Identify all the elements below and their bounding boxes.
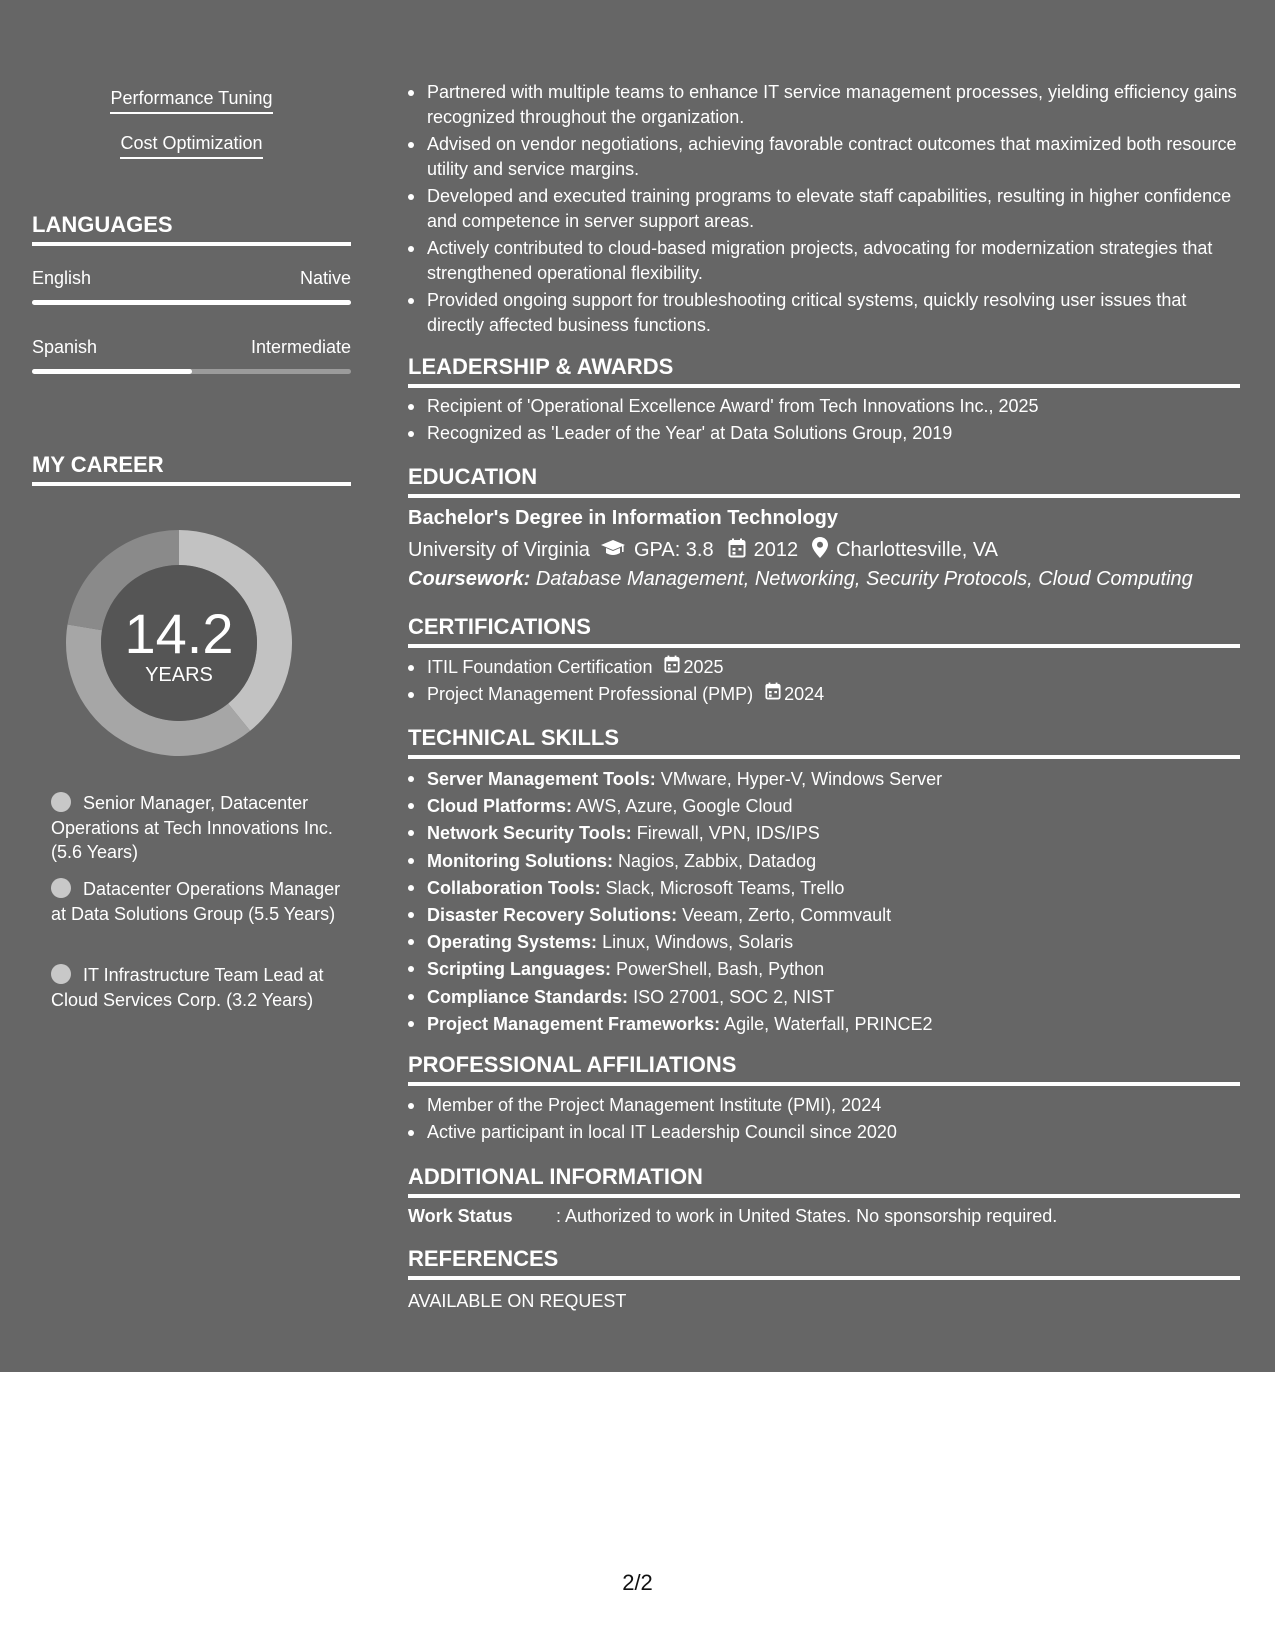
career-years-label: YEARS (145, 664, 213, 686)
list-item: Recipient of 'Operational Excellence Award' from Tech Innovations Inc., 2025 (408, 394, 1240, 419)
skill-tag-label: Performance Tuning (110, 88, 272, 114)
list-item: Developed and executed training programs to elevate staff capabilities, resulting in higher confidence and competence in server support areas. (408, 184, 1240, 233)
certification-name: Project Management Professional (PMP) (427, 683, 754, 704)
education-school: University of Virginia (408, 539, 590, 561)
skill-tag-label: Cost Optimization (120, 133, 262, 159)
language-name: English (32, 268, 92, 288)
list-item (408, 655, 1240, 680)
education-heading: EDUCATION (408, 464, 1240, 498)
career-dot-icon (51, 964, 71, 984)
graduation-cap-icon (600, 539, 626, 563)
skill-tag (32, 133, 351, 159)
skill-category: Cloud Platforms: (427, 796, 573, 817)
skill-values: Veeam, Zerto, Commvault (682, 905, 892, 926)
list-item (408, 848, 1240, 875)
proficiency-fill (32, 369, 192, 374)
list-item: Partnered with multiple teams to enhance IT service management processes, yielding efficiency gains recognized throughout the organization. (408, 80, 1240, 129)
work-status-label: Work Status (408, 1206, 513, 1226)
skill-tag (32, 88, 351, 114)
list-item (408, 682, 1240, 707)
work-status-value: : Authorized to work in United States. No sponsorship required. (556, 1206, 1058, 1226)
list-item: Provided ongoing support for troubleshooting critical systems, quickly resolving user issues that directly affected business functions. (408, 288, 1240, 337)
skill-category: Operating Systems: (427, 932, 598, 953)
skill-values: Nagios, Zabbix, Datadog (617, 850, 817, 871)
skill-category: Disaster Recovery Solutions: (427, 905, 678, 926)
language-name: Spanish (32, 337, 98, 357)
references-text: AVAILABLE ON REQUEST (408, 1291, 627, 1311)
additional-info-heading: ADDITIONAL INFORMATION (408, 1164, 1240, 1198)
education-degree: Bachelor's Degree in Information Technology (408, 507, 839, 529)
certification-year: 2025 (683, 657, 724, 677)
certification-name: ITIL Foundation Certification (427, 657, 653, 677)
language-proficiency-bar (32, 300, 351, 305)
list-item: Active participant in local IT Leadership Council since 2020 (408, 1120, 1240, 1145)
leadership-heading: LEADERSHIP & AWARDS (408, 354, 1240, 388)
calendar-icon (765, 682, 781, 707)
career-item-text: Datacenter Operations Manager at Data Solutions Group (5.5 Years) (51, 879, 341, 924)
calendar-icon (728, 538, 746, 564)
skill-values: Agile, Waterfall, PRINCE2 (724, 1013, 933, 1034)
skill-category: Monitoring Solutions: (427, 850, 613, 871)
references-heading: REFERENCES (408, 1246, 1240, 1280)
skill-category: Scripting Languages: (427, 959, 612, 980)
education-location: Charlottesville, VA (836, 539, 999, 561)
language-row (32, 337, 351, 358)
list-item: Recognized as 'Leader of the Year' at Data Solutions Group, 2019 (408, 421, 1240, 446)
page-number: 2/2 (622, 1570, 653, 1595)
list-item (408, 1011, 1240, 1038)
skill-category: Collaboration Tools: (427, 877, 601, 898)
list-item (408, 956, 1240, 983)
coursework-text: Database Management, Networking, Security Protocols, Cloud Computing (535, 568, 1193, 590)
list-item (408, 766, 1240, 793)
skill-values: VMware, Hyper-V, Windows Server (660, 769, 943, 789)
education-coursework (408, 568, 1193, 591)
languages-heading: LANGUAGES (32, 212, 351, 246)
skill-values: PowerShell, Bash, Python (616, 959, 825, 980)
leadership-list (408, 394, 1240, 445)
skill-values: Firewall, VPN, IDS/IPS (636, 823, 820, 844)
skill-values: ISO 27001, SOC 2, NIST (633, 986, 835, 1007)
career-item-text: IT Infrastructure Team Lead at Cloud Services Corp. (3.2 Years) (51, 965, 324, 1010)
list-item: Actively contributed to cloud-based migration projects, advocating for modernization strategies that strengthened operational flexibility. (408, 236, 1240, 285)
career-heading: MY CAREER (32, 452, 351, 486)
list-item: Advised on vendor negotiations, achieving favorable contract outcomes that maximized both resource utility and service margins. (408, 132, 1240, 181)
proficiency-fill (32, 300, 351, 305)
list-item (408, 820, 1240, 847)
language-level: Native (299, 268, 351, 288)
skill-category: Network Security Tools: (427, 823, 632, 844)
language-level: Intermediate (250, 337, 351, 357)
language-proficiency-bar (32, 369, 351, 374)
calendar-icon (664, 655, 680, 680)
certification-year: 2024 (784, 683, 825, 704)
education-year: 2012 (753, 539, 799, 561)
list-item (408, 793, 1240, 820)
skill-values: AWS, Azure, Google Cloud (576, 796, 793, 817)
language-row (32, 268, 351, 289)
work-status (408, 1206, 1057, 1227)
career-dot-icon (51, 878, 71, 898)
skill-category: Compliance Standards: (427, 986, 629, 1007)
skill-values: Slack, Microsoft Teams, Trello (605, 877, 845, 898)
coursework-label: Coursework: (408, 568, 531, 590)
location-pin-icon (812, 537, 828, 564)
career-item (51, 791, 341, 865)
skill-values: Linux, Windows, Solaris (602, 932, 794, 953)
technical-skills-heading: TECHNICAL SKILLS (408, 725, 1240, 759)
affiliations-list (408, 1093, 1240, 1144)
education-details (408, 537, 998, 564)
skill-category: Server Management Tools: (427, 769, 656, 789)
career-item (51, 877, 341, 926)
affiliations-heading: PROFESSIONAL AFFILIATIONS (408, 1052, 1240, 1086)
list-item (408, 875, 1240, 902)
career-total-years: 14.2 (124, 602, 234, 665)
technical-skills-list (408, 766, 1240, 1038)
list-item (408, 902, 1240, 929)
career-dot-icon (51, 792, 71, 812)
career-item (51, 963, 341, 1012)
list-item (408, 984, 1240, 1011)
education-gpa: GPA: 3.8 (633, 539, 714, 561)
experience-bullets (408, 80, 1240, 337)
list-item (408, 929, 1240, 956)
skill-category: Project Management Frameworks: (427, 1013, 721, 1034)
certifications-list (408, 655, 1240, 706)
list-item: Member of the Project Management Institute (PMI), 2024 (408, 1093, 1240, 1118)
career-item-text: Senior Manager, Datacenter Operations at Tech Innovations Inc. (5.6 Years) (51, 793, 333, 862)
certifications-heading: CERTIFICATIONS (408, 614, 1240, 648)
